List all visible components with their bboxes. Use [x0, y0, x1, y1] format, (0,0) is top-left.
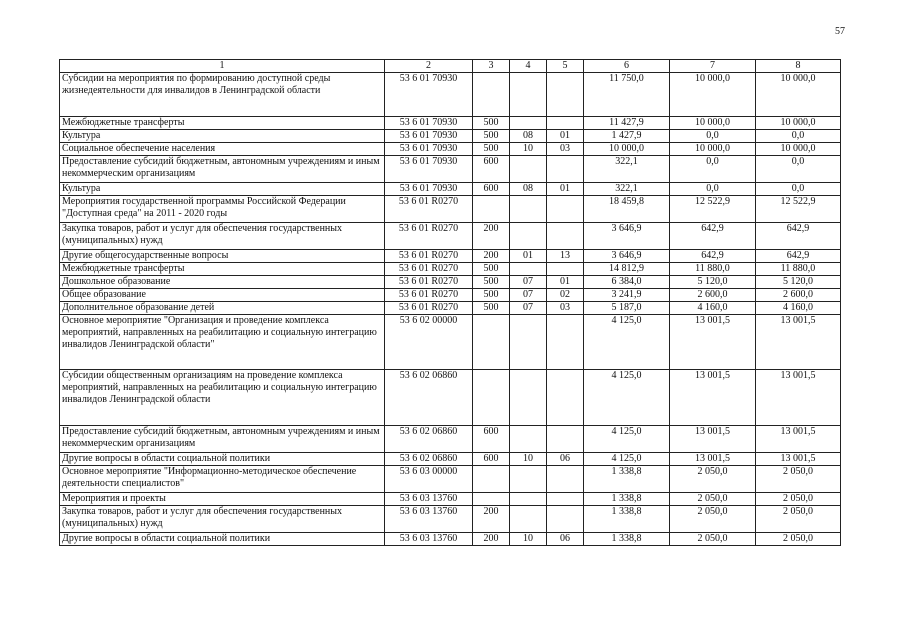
row-section: 10	[510, 453, 547, 466]
row-section: 01	[510, 250, 547, 263]
row-expense-type: 500	[473, 263, 510, 276]
header-row	[60, 60, 841, 73]
row-name: Основное мероприятие "Организация и проведение комплекса мероприятий, направленных на реабилитацию и социальную интеграцию инвалидов Ленинградской области"	[60, 315, 385, 370]
row-code: 53 6 03 13760	[385, 533, 473, 546]
row-amount-1: 1 338,8	[584, 506, 670, 533]
column-header: 6	[584, 60, 670, 73]
column-header: 7	[670, 60, 756, 73]
table-row	[60, 117, 841, 130]
page-number: 57	[835, 26, 845, 37]
row-amount-1: 322,1	[584, 156, 670, 183]
row-code: 53 6 03 00000	[385, 466, 473, 493]
row-amount-3: 4 160,0	[756, 302, 841, 315]
table-row	[60, 183, 841, 196]
table-row	[60, 143, 841, 156]
row-expense-type: 200	[473, 250, 510, 263]
row-expense-type: 200	[473, 533, 510, 546]
row-name: Другие вопросы в области социальной политики	[60, 533, 385, 546]
row-amount-3: 642,9	[756, 223, 841, 250]
row-code: 53 6 01 70930	[385, 156, 473, 183]
row-section	[510, 315, 547, 370]
row-subsection: 01	[547, 183, 584, 196]
row-name: Межбюджетные трансферты	[60, 117, 385, 130]
row-section	[510, 493, 547, 506]
row-amount-1: 4 125,0	[584, 426, 670, 453]
table-row	[60, 426, 841, 453]
row-amount-3: 13 001,5	[756, 370, 841, 426]
row-subsection: 01	[547, 130, 584, 143]
row-section	[510, 263, 547, 276]
row-amount-3: 13 001,5	[756, 426, 841, 453]
row-section: 10	[510, 143, 547, 156]
row-amount-2: 5 120,0	[670, 276, 756, 289]
row-code: 53 6 01 R0270	[385, 289, 473, 302]
row-subsection	[547, 263, 584, 276]
table-row	[60, 73, 841, 117]
row-name: Другие вопросы в области социальной политики	[60, 453, 385, 466]
row-amount-3: 2 050,0	[756, 466, 841, 493]
row-amount-1: 3 241,9	[584, 289, 670, 302]
row-amount-3: 10 000,0	[756, 73, 841, 117]
row-code: 53 6 01 R0270	[385, 250, 473, 263]
table-row	[60, 315, 841, 370]
row-expense-type: 600	[473, 183, 510, 196]
row-amount-3: 2 600,0	[756, 289, 841, 302]
row-amount-3: 642,9	[756, 250, 841, 263]
table-row	[60, 250, 841, 263]
table-row	[60, 533, 841, 546]
row-name: Субсидии общественным организациям на проведение комплекса мероприятий, направленных на реабилитацию и социальную интеграцию инвалидов Ленинградской области	[60, 370, 385, 426]
row-code: 53 6 02 06860	[385, 453, 473, 466]
column-header: 2	[385, 60, 473, 73]
row-expense-type: 500	[473, 276, 510, 289]
row-subsection	[547, 370, 584, 426]
row-subsection	[547, 117, 584, 130]
row-amount-1: 14 812,9	[584, 263, 670, 276]
row-section	[510, 466, 547, 493]
row-expense-type: 600	[473, 426, 510, 453]
row-amount-2: 10 000,0	[670, 143, 756, 156]
row-name: Дошкольное образование	[60, 276, 385, 289]
row-amount-1: 6 384,0	[584, 276, 670, 289]
row-subsection	[547, 196, 584, 223]
table-row	[60, 196, 841, 223]
row-expense-type	[473, 370, 510, 426]
row-name: Закупка товаров, работ и услуг для обеспечения государственных (муниципальных) нужд	[60, 506, 385, 533]
row-amount-2: 10 000,0	[670, 73, 756, 117]
row-expense-type	[473, 196, 510, 223]
row-subsection	[547, 426, 584, 453]
row-section	[510, 196, 547, 223]
table-row	[60, 263, 841, 276]
row-amount-1: 322,1	[584, 183, 670, 196]
row-code: 53 6 01 R0270	[385, 276, 473, 289]
row-amount-1: 1 338,8	[584, 533, 670, 546]
column-header: 3	[473, 60, 510, 73]
row-name: Общее образование	[60, 289, 385, 302]
column-header: 4	[510, 60, 547, 73]
row-amount-3: 0,0	[756, 183, 841, 196]
table-row	[60, 289, 841, 302]
row-code: 53 6 02 06860	[385, 370, 473, 426]
row-amount-2: 2 050,0	[670, 533, 756, 546]
row-section: 08	[510, 183, 547, 196]
row-code: 53 6 01 70930	[385, 183, 473, 196]
row-code: 53 6 02 06860	[385, 426, 473, 453]
row-amount-3: 12 522,9	[756, 196, 841, 223]
row-amount-2: 0,0	[670, 156, 756, 183]
row-expense-type: 600	[473, 453, 510, 466]
row-name: Культура	[60, 130, 385, 143]
row-code: 53 6 01 70930	[385, 143, 473, 156]
table-row	[60, 506, 841, 533]
row-section: 07	[510, 289, 547, 302]
row-amount-1: 5 187,0	[584, 302, 670, 315]
row-expense-type: 500	[473, 143, 510, 156]
row-amount-1: 4 125,0	[584, 315, 670, 370]
row-amount-3: 13 001,5	[756, 315, 841, 370]
row-code: 53 6 01 R0270	[385, 302, 473, 315]
row-subsection: 02	[547, 289, 584, 302]
row-code: 53 6 01 70930	[385, 117, 473, 130]
row-amount-2: 11 880,0	[670, 263, 756, 276]
column-header: 8	[756, 60, 841, 73]
row-code: 53 6 02 00000	[385, 315, 473, 370]
table-body	[60, 73, 841, 546]
row-section: 08	[510, 130, 547, 143]
row-amount-3: 11 880,0	[756, 263, 841, 276]
row-amount-1: 3 646,9	[584, 250, 670, 263]
row-amount-1: 11 750,0	[584, 73, 670, 117]
row-section	[510, 156, 547, 183]
row-amount-2: 13 001,5	[670, 426, 756, 453]
row-expense-type: 500	[473, 117, 510, 130]
table-row	[60, 370, 841, 426]
row-name: Предоставление субсидий бюджетным, автономным учреждениям и иным некоммерческим организациям	[60, 156, 385, 183]
table-row	[60, 130, 841, 143]
row-code: 53 6 01 R0270	[385, 263, 473, 276]
row-expense-type: 600	[473, 156, 510, 183]
row-expense-type	[473, 315, 510, 370]
row-amount-2: 13 001,5	[670, 315, 756, 370]
row-section	[510, 370, 547, 426]
table-row	[60, 156, 841, 183]
row-subsection: 06	[547, 533, 584, 546]
column-header: 5	[547, 60, 584, 73]
row-subsection	[547, 466, 584, 493]
table-row	[60, 493, 841, 506]
row-expense-type: 500	[473, 130, 510, 143]
row-code: 53 6 01 R0270	[385, 196, 473, 223]
row-section: 07	[510, 302, 547, 315]
table-row	[60, 276, 841, 289]
row-name: Межбюджетные трансферты	[60, 263, 385, 276]
row-subsection: 01	[547, 276, 584, 289]
row-subsection: 03	[547, 143, 584, 156]
row-code: 53 6 01 70930	[385, 73, 473, 117]
row-code: 53 6 01 R0270	[385, 223, 473, 250]
row-subsection: 06	[547, 453, 584, 466]
row-section	[510, 117, 547, 130]
row-amount-3: 0,0	[756, 130, 841, 143]
row-expense-type: 500	[473, 289, 510, 302]
row-amount-2: 13 001,5	[670, 453, 756, 466]
row-expense-type	[473, 493, 510, 506]
row-amount-1: 18 459,8	[584, 196, 670, 223]
row-expense-type: 500	[473, 302, 510, 315]
row-name: Дополнительное образование детей	[60, 302, 385, 315]
row-amount-2: 4 160,0	[670, 302, 756, 315]
row-amount-3: 5 120,0	[756, 276, 841, 289]
row-amount-1: 11 427,9	[584, 117, 670, 130]
row-subsection: 13	[547, 250, 584, 263]
row-name: Субсидии на мероприятия по формированию доступной среды жизнедеятельности для инвалидов в Ленинградской области	[60, 73, 385, 117]
row-amount-2: 2 050,0	[670, 466, 756, 493]
budget-table	[59, 59, 841, 546]
row-name: Социальное обеспечение населения	[60, 143, 385, 156]
row-amount-3: 2 050,0	[756, 533, 841, 546]
table-row	[60, 302, 841, 315]
row-amount-1: 1 338,8	[584, 466, 670, 493]
row-amount-1: 4 125,0	[584, 370, 670, 426]
row-subsection	[547, 223, 584, 250]
row-name: Закупка товаров, работ и услуг для обеспечения государственных (муниципальных) нужд	[60, 223, 385, 250]
row-subsection	[547, 73, 584, 117]
row-name: Мероприятия государственной программы Российской Федерации "Доступная среда" на 2011 - 2020 годы	[60, 196, 385, 223]
row-amount-1: 1 427,9	[584, 130, 670, 143]
row-amount-3: 10 000,0	[756, 143, 841, 156]
row-amount-2: 642,9	[670, 223, 756, 250]
row-amount-2: 2 600,0	[670, 289, 756, 302]
row-subsection	[547, 506, 584, 533]
row-amount-2: 13 001,5	[670, 370, 756, 426]
row-section	[510, 506, 547, 533]
row-expense-type	[473, 73, 510, 117]
row-subsection: 03	[547, 302, 584, 315]
row-section	[510, 426, 547, 453]
row-amount-2: 12 522,9	[670, 196, 756, 223]
row-name: Мероприятия и проекты	[60, 493, 385, 506]
table-row	[60, 223, 841, 250]
row-name: Основное мероприятие "Информационно-методическое обеспечение деятельности специалистов"	[60, 466, 385, 493]
row-subsection	[547, 315, 584, 370]
row-name: Предоставление субсидий бюджетным, автономным учреждениям и иным некоммерческим организациям	[60, 426, 385, 453]
row-amount-2: 642,9	[670, 250, 756, 263]
row-code: 53 6 01 70930	[385, 130, 473, 143]
row-name: Культура	[60, 183, 385, 196]
column-header: 1	[60, 60, 385, 73]
table-row	[60, 466, 841, 493]
row-amount-2: 0,0	[670, 183, 756, 196]
row-amount-2: 0,0	[670, 130, 756, 143]
row-amount-1: 3 646,9	[584, 223, 670, 250]
row-code: 53 6 03 13760	[385, 493, 473, 506]
row-section	[510, 73, 547, 117]
row-amount-2: 2 050,0	[670, 493, 756, 506]
row-name: Другие общегосударственные вопросы	[60, 250, 385, 263]
row-subsection	[547, 156, 584, 183]
row-code: 53 6 03 13760	[385, 506, 473, 533]
table-row	[60, 453, 841, 466]
row-expense-type: 200	[473, 506, 510, 533]
row-amount-3: 2 050,0	[756, 493, 841, 506]
row-amount-1: 4 125,0	[584, 453, 670, 466]
row-amount-1: 10 000,0	[584, 143, 670, 156]
row-section: 07	[510, 276, 547, 289]
row-amount-1: 1 338,8	[584, 493, 670, 506]
row-amount-2: 2 050,0	[670, 506, 756, 533]
row-amount-3: 13 001,5	[756, 453, 841, 466]
row-amount-2: 10 000,0	[670, 117, 756, 130]
row-expense-type: 200	[473, 223, 510, 250]
row-expense-type	[473, 466, 510, 493]
row-section: 10	[510, 533, 547, 546]
row-subsection	[547, 493, 584, 506]
row-section	[510, 223, 547, 250]
row-amount-3: 10 000,0	[756, 117, 841, 130]
row-amount-3: 2 050,0	[756, 506, 841, 533]
row-amount-3: 0,0	[756, 156, 841, 183]
